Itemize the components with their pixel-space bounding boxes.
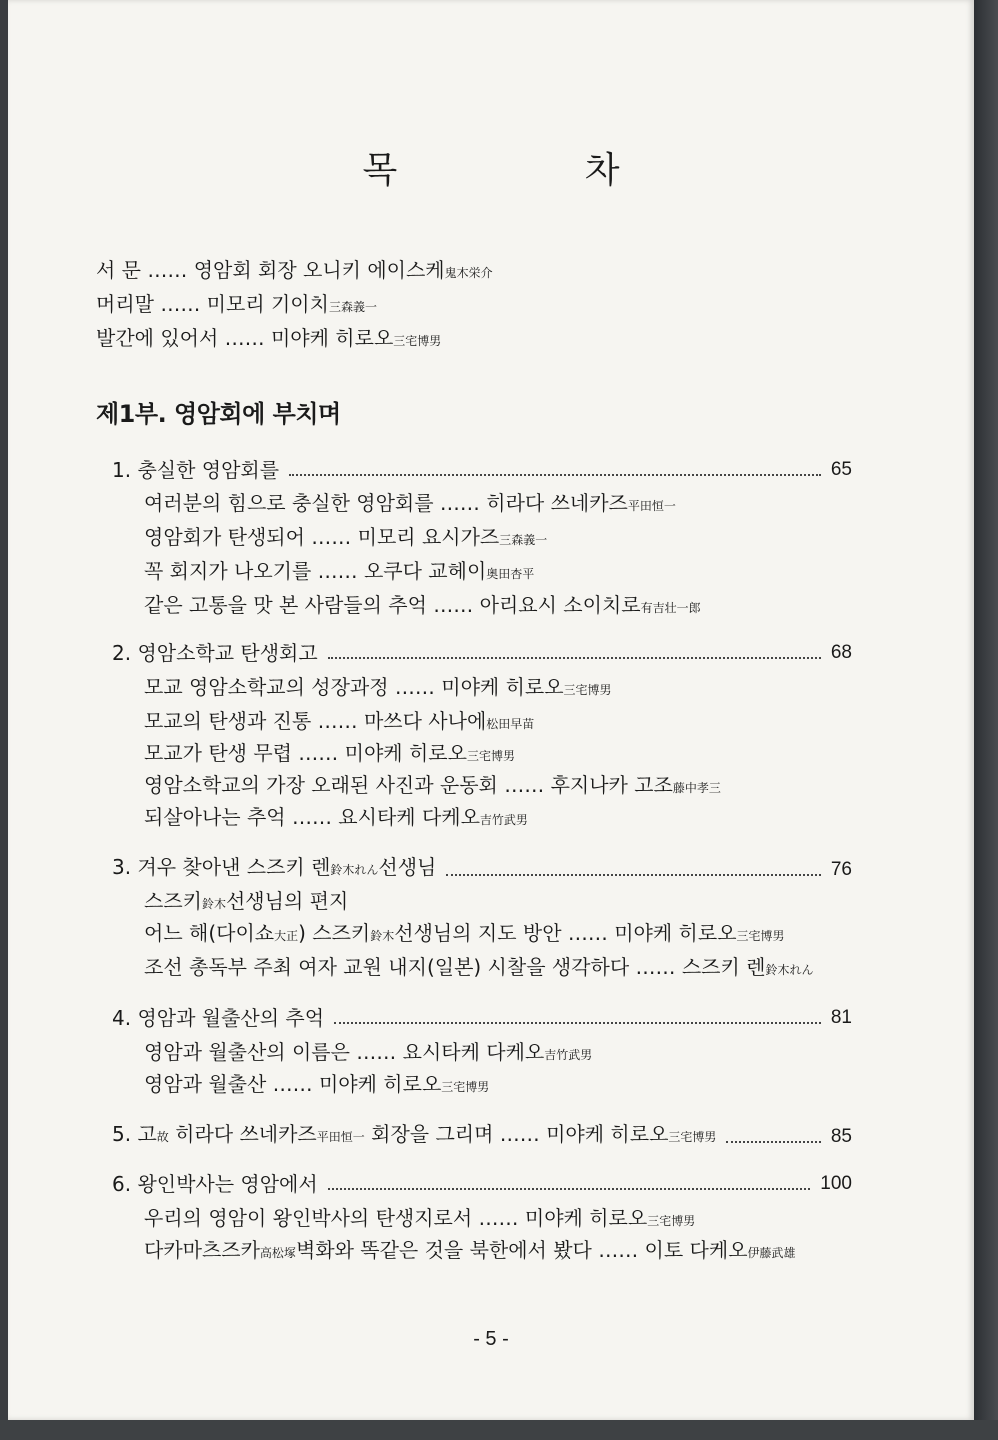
section-1-item: 꼭 회지가 나오기를 …… 오쿠다 교헤이奥田杏平 (144, 559, 535, 583)
section-3-item: 스즈키鈴木선생님의 편지 (144, 889, 349, 913)
book-page (8, 0, 974, 1420)
section-2-item: 모교가 탄생 무렵 …… 미야케 히로오三宅博男 (144, 741, 515, 765)
section-6-item: 다카마츠즈카高松塚벽화와 똑같은 것을 북한에서 봤다 …… 이토 다케오伊藤武雄 (144, 1238, 796, 1262)
leader-dots (328, 656, 821, 659)
section-3-item: 어느 해(다이쇼大正) 스즈키鈴木선생님의 지도 방안 …… 미야케 히로오三宅博男 (144, 921, 785, 945)
page-title: 목 차 (362, 150, 708, 191)
page-edge-shadow (974, 0, 998, 1440)
intro-publication: 발간에 있어서 …… 미야케 히로오三宅博男 (96, 326, 442, 350)
section-1-item: 영암회가 탄생되어 …… 미모리 요시가즈三森義一 (144, 525, 548, 549)
scan-bottom-edge (0, 1420, 998, 1440)
leader-dots (726, 1140, 820, 1143)
section-2-item: 모교의 탄생과 진통 …… 마쓰다 사나에松田早苗 (144, 709, 535, 733)
section-2-heading: 2. 영암소학교 탄생회고 68 (112, 641, 852, 665)
page-number: - 5 - (473, 1328, 509, 1350)
section-3-heading: 3. 겨우 찾아낸 스즈키 렌鈴木れん선생님 76 (112, 855, 852, 880)
intro-foreword: 머리말 …… 미모리 기이치三森義一 (96, 292, 377, 316)
leader-dots (334, 1021, 821, 1024)
section-4-item: 영암과 월출산의 이름은 …… 요시타케 다케오吉竹武男 (144, 1040, 593, 1064)
section-6-item: 우리의 영암이 왕인박사의 탄생지로서 …… 미야케 히로오三宅博男 (144, 1206, 696, 1230)
part-title: 제1부. 영암회에 부치며 (96, 400, 341, 428)
section-6-heading: 6. 왕인박사는 영암에서 100 (112, 1172, 852, 1196)
section-2-item: 영암소학교의 가장 오래된 사진과 운동회 …… 후지나카 고조藤中孝三 (144, 773, 721, 797)
section-1-item: 여러분의 힘으로 충실한 영암회를 …… 히라다 쓰네카즈平田恒一 (144, 491, 676, 515)
leader-dots (446, 873, 820, 876)
leader-dots (289, 473, 821, 476)
section-2-item: 되살아나는 추억 …… 요시타케 다케오吉竹武男 (144, 805, 528, 829)
section-1-heading: 1. 충실한 영암회를 65 (112, 458, 852, 482)
section-4-heading: 4. 영암과 월출산의 추억 81 (112, 1006, 852, 1030)
leader-dots (328, 1187, 811, 1190)
intro-preface: 서 문 …… 영암회 회장 오니키 에이스케鬼木栄介 (96, 258, 493, 282)
section-1-item: 같은 고통을 맛 본 사람들의 추억 …… 아리요시 소이치로有吉壮一郎 (144, 593, 701, 617)
section-3-item: 조선 총독부 주최 여자 교원 내지(일본) 시찰을 생각하다 …… 스즈키 렌鈴木れん (144, 955, 814, 979)
section-5-heading: 5. 고故 히라다 쓰네카즈平田恒一 회장을 그리며 …… 미야케 히로오三宅博男 85 (112, 1122, 852, 1147)
section-4-item: 영암과 월출산 …… 미야케 히로오三宅博男 (144, 1072, 490, 1096)
section-2-item: 모교 영암소학교의 성장과정 …… 미야케 히로오三宅博男 (144, 675, 612, 699)
